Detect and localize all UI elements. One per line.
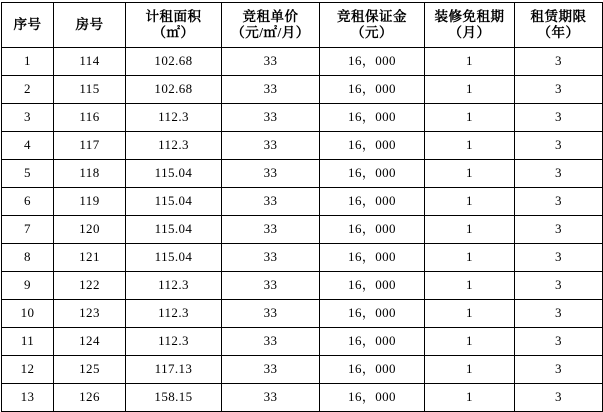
cell-room-no: 116	[54, 104, 126, 132]
cell-room-no: 114	[54, 48, 126, 76]
table-row	[2, 328, 603, 356]
table-row	[2, 188, 603, 216]
cell-unit-price: 33	[222, 272, 320, 300]
cell-area: 112.3	[126, 328, 222, 356]
cell-deposit: 16，000	[320, 188, 425, 216]
column-header-index	[2, 3, 54, 48]
cell-area: 102.68	[126, 76, 222, 104]
cell-free-period: 1	[425, 48, 515, 76]
cell-room-no: 121	[54, 244, 126, 272]
cell-index: 5	[2, 160, 54, 188]
cell-free-period: 1	[425, 272, 515, 300]
cell-lease-term: 3	[515, 104, 603, 132]
cell-unit-price: 33	[222, 216, 320, 244]
rental-units-table	[1, 2, 603, 412]
cell-area: 112.3	[126, 300, 222, 328]
cell-lease-term: 3	[515, 272, 603, 300]
column-header-area-line2: （㎡）	[152, 25, 195, 40]
cell-lease-term: 3	[515, 328, 603, 356]
cell-room-no: 124	[54, 328, 126, 356]
column-header-room-no-line1: 房号	[75, 17, 104, 33]
column-header-deposit-line2: （元）	[351, 25, 393, 40]
column-header-deposit	[320, 3, 425, 48]
table-row	[2, 244, 603, 272]
table-row	[2, 272, 603, 300]
cell-room-no: 126	[54, 384, 126, 412]
cell-unit-price: 33	[222, 300, 320, 328]
cell-area: 112.3	[126, 132, 222, 160]
cell-lease-term: 3	[515, 132, 603, 160]
cell-free-period: 1	[425, 160, 515, 188]
column-header-free-period	[425, 3, 515, 48]
cell-lease-term: 3	[515, 216, 603, 244]
column-header-lease-term-line1: 租赁期限	[530, 9, 587, 25]
column-header-index-line1: 序号	[13, 17, 42, 33]
table-row	[2, 48, 603, 76]
column-header-free-period-line2: （月）	[448, 25, 491, 40]
cell-deposit: 16，000	[320, 272, 425, 300]
cell-index: 12	[2, 356, 54, 384]
cell-area: 112.3	[126, 272, 222, 300]
cell-free-period: 1	[425, 76, 515, 104]
column-header-deposit-line1: 竞租保证金	[337, 9, 407, 25]
cell-unit-price: 33	[222, 132, 320, 160]
cell-index: 10	[2, 300, 54, 328]
cell-unit-price: 33	[222, 76, 320, 104]
cell-deposit: 16，000	[320, 132, 425, 160]
table-row	[2, 104, 603, 132]
cell-index: 13	[2, 384, 54, 412]
table-header-row	[2, 3, 603, 48]
table-row	[2, 76, 603, 104]
cell-index: 1	[2, 48, 54, 76]
cell-deposit: 16，000	[320, 104, 425, 132]
cell-deposit: 16，000	[320, 48, 425, 76]
cell-unit-price: 33	[222, 244, 320, 272]
cell-free-period: 1	[425, 132, 515, 160]
column-header-area-line1: 计租面积	[145, 9, 202, 25]
table-row	[2, 160, 603, 188]
table-row	[2, 356, 603, 384]
cell-deposit: 16，000	[320, 356, 425, 384]
table-row	[2, 300, 603, 328]
table-row	[2, 216, 603, 244]
column-header-unit-price-line2: （元/㎡/月）	[231, 25, 310, 40]
table-row	[2, 132, 603, 160]
cell-deposit: 16，000	[320, 384, 425, 412]
cell-room-no: 123	[54, 300, 126, 328]
cell-index: 4	[2, 132, 54, 160]
cell-unit-price: 33	[222, 160, 320, 188]
cell-unit-price: 33	[222, 328, 320, 356]
cell-room-no: 117	[54, 132, 126, 160]
column-header-free-period-line1: 装修免租期	[434, 9, 505, 25]
cell-free-period: 1	[425, 384, 515, 412]
cell-index: 9	[2, 272, 54, 300]
cell-lease-term: 3	[515, 188, 603, 216]
cell-index: 2	[2, 76, 54, 104]
cell-deposit: 16，000	[320, 300, 425, 328]
cell-lease-term: 3	[515, 384, 603, 412]
column-header-room-no	[54, 3, 126, 48]
cell-deposit: 16，000	[320, 76, 425, 104]
cell-room-no: 120	[54, 216, 126, 244]
cell-area: 102.68	[126, 48, 222, 76]
cell-room-no: 118	[54, 160, 126, 188]
cell-room-no: 119	[54, 188, 126, 216]
cell-unit-price: 33	[222, 188, 320, 216]
table-body	[2, 48, 603, 412]
cell-index: 3	[2, 104, 54, 132]
cell-area: 115.04	[126, 216, 222, 244]
cell-unit-price: 33	[222, 104, 320, 132]
cell-unit-price: 33	[222, 356, 320, 384]
cell-lease-term: 3	[515, 48, 603, 76]
column-header-unit-price-line1: 竞租单价	[242, 9, 299, 25]
cell-area: 115.04	[126, 188, 222, 216]
cell-lease-term: 3	[515, 244, 603, 272]
cell-room-no: 115	[54, 76, 126, 104]
cell-area: 115.04	[126, 244, 222, 272]
cell-index: 6	[2, 188, 54, 216]
cell-free-period: 1	[425, 244, 515, 272]
cell-free-period: 1	[425, 188, 515, 216]
cell-deposit: 16，000	[320, 244, 425, 272]
cell-lease-term: 3	[515, 76, 603, 104]
column-header-lease-term-line2: （年）	[537, 25, 580, 40]
table-row	[2, 384, 603, 412]
cell-unit-price: 33	[222, 384, 320, 412]
cell-deposit: 16，000	[320, 328, 425, 356]
cell-free-period: 1	[425, 356, 515, 384]
cell-deposit: 16，000	[320, 160, 425, 188]
cell-index: 11	[2, 328, 54, 356]
column-header-lease-term	[515, 3, 603, 48]
cell-deposit: 16，000	[320, 216, 425, 244]
cell-room-no: 122	[54, 272, 126, 300]
cell-area: 112.3	[126, 104, 222, 132]
column-header-unit-price	[222, 3, 320, 48]
cell-unit-price: 33	[222, 48, 320, 76]
cell-area: 115.04	[126, 160, 222, 188]
cell-area: 117.13	[126, 356, 222, 384]
cell-free-period: 1	[425, 328, 515, 356]
cell-room-no: 125	[54, 356, 126, 384]
cell-area: 158.15	[126, 384, 222, 412]
cell-lease-term: 3	[515, 160, 603, 188]
cell-free-period: 1	[425, 104, 515, 132]
table-header	[2, 3, 603, 48]
column-header-area	[126, 3, 222, 48]
cell-lease-term: 3	[515, 300, 603, 328]
cell-lease-term: 3	[515, 356, 603, 384]
cell-index: 7	[2, 216, 54, 244]
cell-free-period: 1	[425, 300, 515, 328]
cell-free-period: 1	[425, 216, 515, 244]
cell-index: 8	[2, 244, 54, 272]
